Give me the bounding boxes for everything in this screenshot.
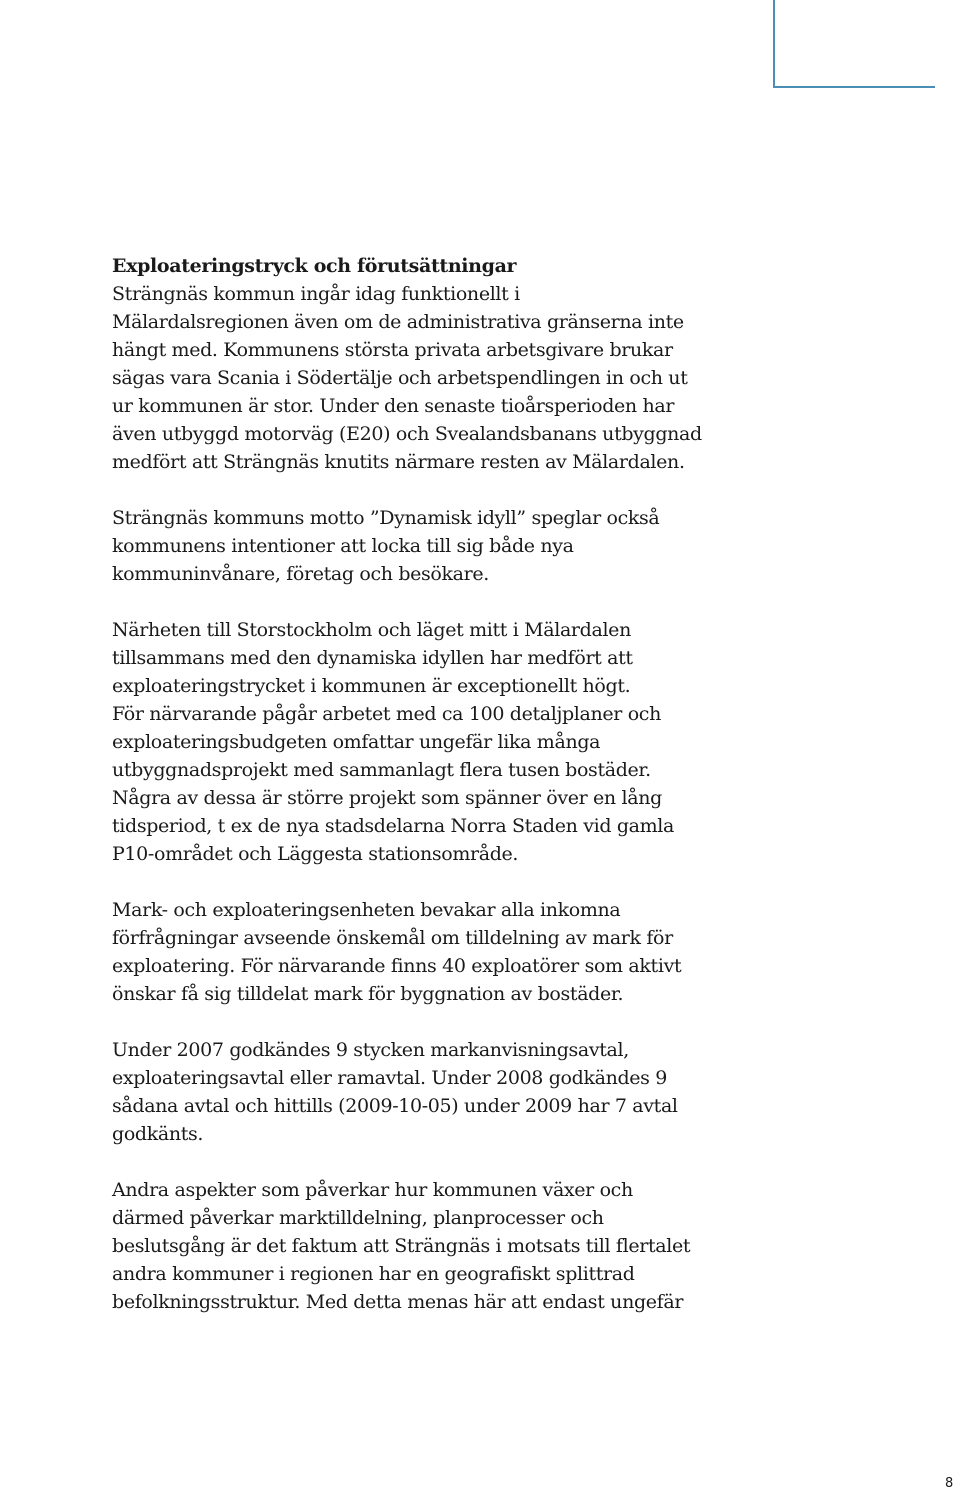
text-line: sådana avtal och hittills (2009-10-05) under 2009 har 7 avtal [112, 1095, 678, 1117]
text-line: Mälardalsregionen även om de administrativa gränserna inte [112, 311, 684, 333]
paragraph-6 [112, 1176, 752, 1316]
section-heading: Exploateringstryck och förutsättningar [112, 255, 517, 277]
text-line: sägas vara Scania i Södertälje och arbetspendlingen in och ut [112, 367, 688, 389]
paragraph-3 [112, 616, 752, 868]
text-line: Strängnäs kommuns motto ”Dynamisk idyll” speglar också [112, 507, 660, 529]
corner-decoration [773, 0, 935, 88]
text-line: utbyggnadsprojekt med sammanlagt flera tusen bostäder. [112, 759, 651, 781]
paragraph-1 [112, 280, 752, 476]
text-line: exploateringsavtal eller ramavtal. Under 2008 godkändes 9 [112, 1067, 668, 1089]
text-line: För närvarande pågår arbetet med ca 100 detaljplaner och [112, 703, 661, 725]
paragraph-2 [112, 504, 752, 588]
text-line: förfrågningar avseende önskemål om tilldelning av mark för [112, 927, 673, 949]
text-line: därmed påverkar marktilldelning, planprocesser och [112, 1207, 604, 1229]
text-line: tillsammans med den dynamiska idyllen har medfört att [112, 647, 633, 669]
page-number: 8 [945, 1476, 954, 1491]
text-line: Strängnäs kommun ingår idag funktionellt i [112, 283, 520, 305]
paragraph-4 [112, 896, 752, 1008]
text-line: kommuninvånare, företag och besökare. [112, 563, 489, 585]
text-line: medfört att Strängnäs knutits närmare resten av Mälardalen. [112, 451, 685, 473]
text-line: Under 2007 godkändes 9 stycken markanvisningsavtal, [112, 1039, 629, 1061]
text-line: exploatering. För närvarande finns 40 exploatörer som aktivt [112, 955, 682, 977]
paragraph-5 [112, 1036, 752, 1148]
text-line: andra kommuner i regionen har en geografiskt splittrad [112, 1263, 635, 1285]
text-line: Närheten till Storstockholm och läget mitt i Mälardalen [112, 619, 631, 641]
text-line: beslutsgång är det faktum att Strängnäs i motsats till flertalet [112, 1235, 691, 1257]
text-line: tidsperiod, t ex de nya stadsdelarna Norra Staden vid gamla [112, 815, 674, 837]
text-line: hängt med. Kommunens största privata arbetsgivare brukar [112, 339, 673, 361]
document-body [112, 252, 752, 1316]
text-line: Mark- och exploateringsenheten bevakar alla inkomna [112, 899, 621, 921]
text-line: godkänts. [112, 1123, 204, 1145]
text-line: önskar få sig tilldelat mark för byggnation av bostäder. [112, 983, 624, 1005]
text-line: även utbyggd motorväg (E20) och Svealandsbanans utbyggnad [112, 423, 702, 445]
text-line: P10-området och Läggesta stationsområde. [112, 843, 519, 865]
text-line: exploateringstrycket i kommunen är exceptionellt högt. [112, 675, 631, 697]
text-line: befolkningsstruktur. Med detta menas här att endast ungefär [112, 1291, 684, 1313]
text-line: kommunens intentioner att locka till sig både nya [112, 535, 574, 557]
text-line: ur kommunen är stor. Under den senaste tioårsperioden har [112, 395, 675, 417]
text-line: Andra aspekter som påverkar hur kommunen växer och [112, 1179, 633, 1201]
text-line: exploateringsbudgeten omfattar ungefär lika många [112, 731, 601, 753]
text-line: Några av dessa är större projekt som spänner över en lång [112, 787, 662, 809]
